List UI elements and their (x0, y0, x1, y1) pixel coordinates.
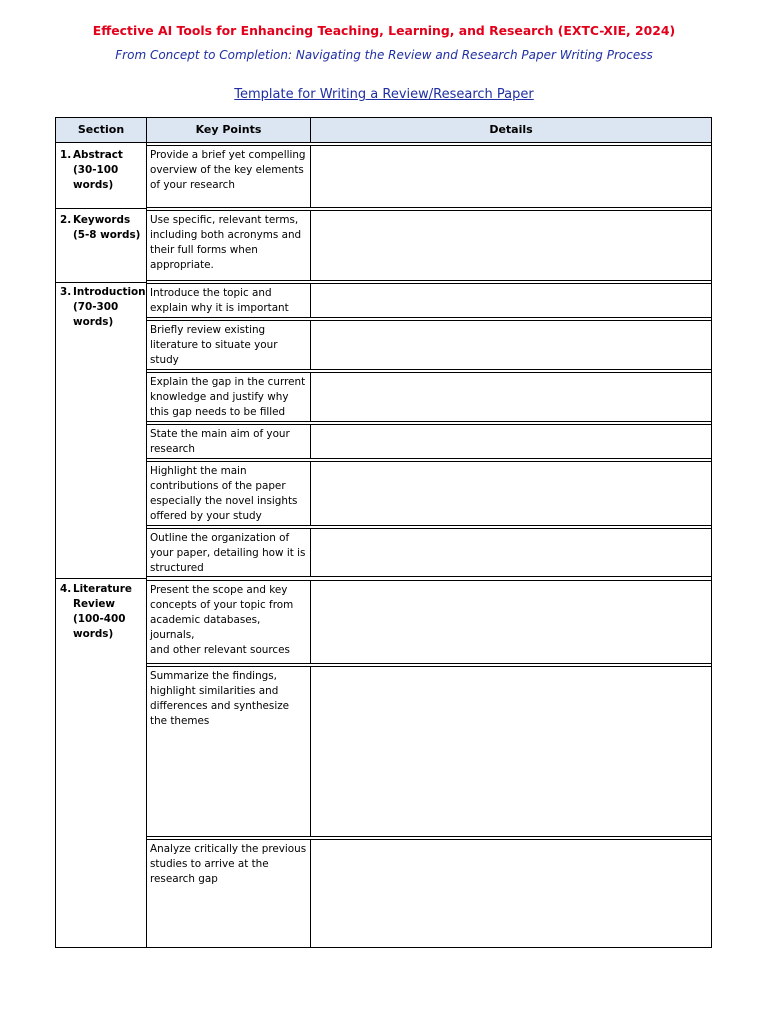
details-cell[interactable] (310, 666, 712, 837)
column-header-section: Section (55, 117, 147, 143)
document-subtitle: From Concept to Completion: Navigating the Review and Research Paper Writing Process (115, 48, 653, 62)
details-cell[interactable] (310, 210, 712, 281)
section-label: Abstract (30-100 words) (73, 149, 123, 191)
key-point-cell: Outline the organization of your paper, detailing how it is structured (146, 528, 311, 577)
details-cell[interactable] (310, 283, 712, 318)
section-keywords (60, 213, 145, 253)
column-header-key-points: Key Points (146, 117, 311, 143)
details-cell[interactable] (310, 372, 712, 422)
details-cell[interactable] (310, 145, 712, 208)
details-cell[interactable] (310, 839, 712, 948)
section-introduction (60, 285, 145, 335)
section-divider (55, 208, 147, 209)
document-title: Effective AI Tools for Enhancing Teaching, Learning, and Research (EXTC-XIE, 2024) (92, 23, 676, 38)
template-title (0, 87, 768, 102)
section-number: 2. (60, 214, 72, 226)
section-literature-review (60, 582, 145, 647)
key-point-cell: Provide a brief yet compelling overview of the key elements of your research (146, 145, 311, 208)
key-point-cell: Summarize the findings, highlight similarities and differences and synthesize the themes (146, 666, 311, 837)
section-number: 4. (60, 583, 72, 595)
key-point-cell: State the main aim of your research (146, 424, 311, 459)
key-point-cell: Analyze critically the previous studies to arrive at the research gap (146, 839, 311, 948)
key-point-cell: Briefly review existing literature to situate your study (146, 320, 311, 370)
section-label: Keywords (5-8 words) (73, 214, 141, 241)
section-number: 3. (60, 286, 72, 298)
key-point-cell: Introduce the topic and explain why it is important (146, 283, 311, 318)
key-point-cell: Highlight the main contributions of the paper especially the novel insights offered by your study (146, 461, 311, 526)
details-cell[interactable] (310, 424, 712, 459)
section-divider (55, 578, 147, 579)
details-cell[interactable] (310, 580, 712, 664)
template-title-text: Template for Writing a Review/Research Paper (234, 87, 534, 102)
details-cell[interactable] (310, 320, 712, 370)
key-point-cell: Explain the gap in the current knowledge and justify why this gap needs to be filled (146, 372, 311, 422)
section-label: Introduction (70-300 words) (73, 286, 146, 328)
details-cell[interactable] (310, 528, 712, 577)
key-point-cell: Present the scope and key concepts of your topic from academic databases, journals, and other relevant sources (146, 580, 311, 664)
details-cell[interactable] (310, 461, 712, 526)
section-number: 1. (60, 149, 72, 161)
key-point-cell: Use specific, relevant terms, including both acronyms and their full forms when appropriate. (146, 210, 311, 281)
section-label: Literature Review (100-400 words) (73, 583, 132, 640)
column-header-details: Details (310, 117, 712, 143)
section-abstract (60, 148, 145, 198)
section-divider (55, 282, 147, 283)
